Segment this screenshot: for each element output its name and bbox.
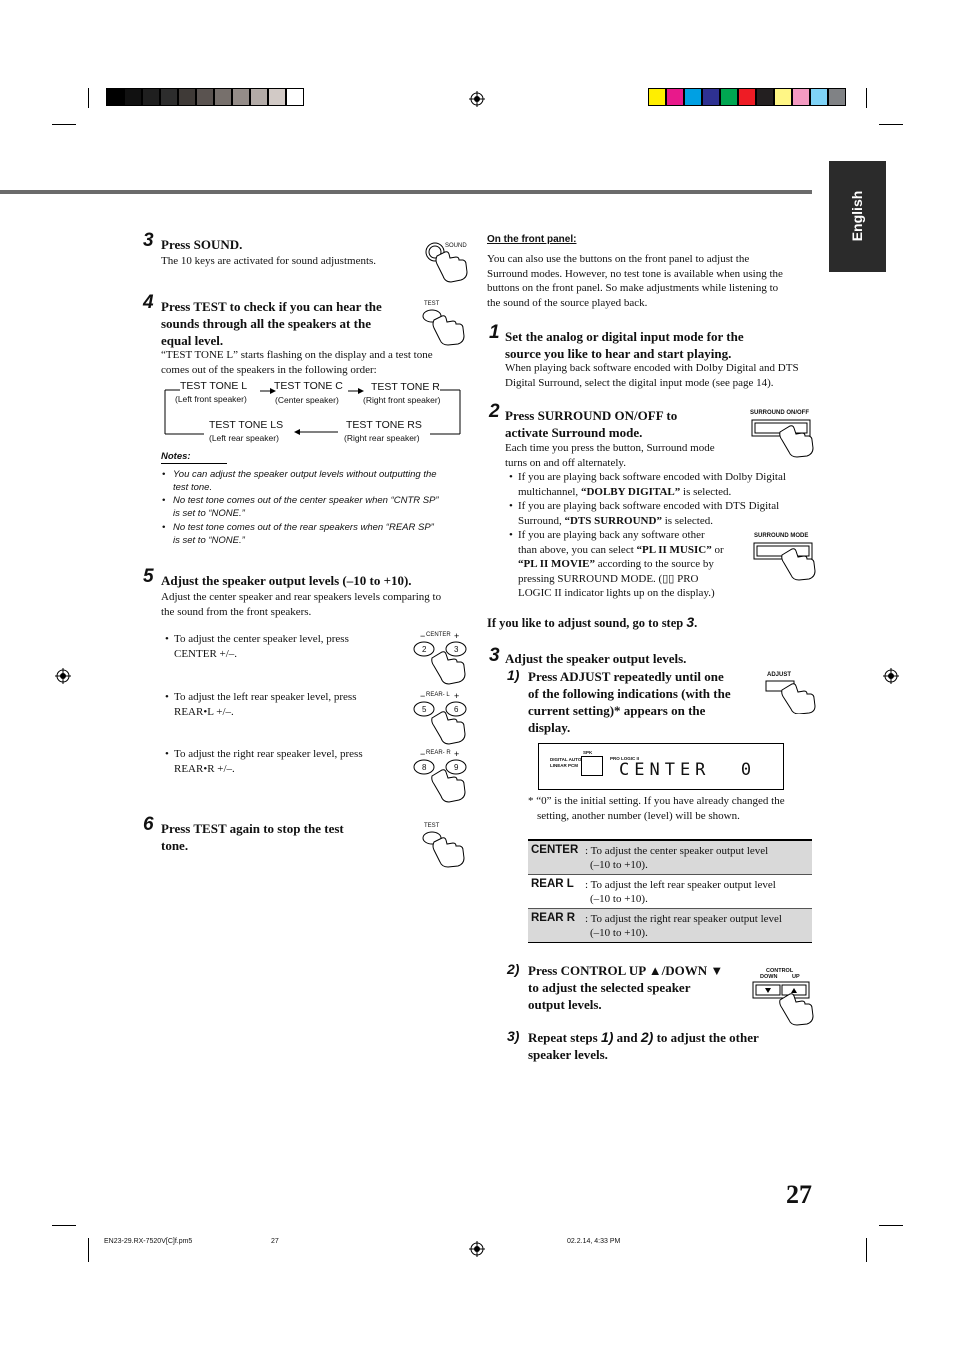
sound-key-label: SOUND bbox=[445, 243, 467, 249]
button-label: SURROUND ON/OFF bbox=[750, 410, 809, 416]
footer-date: 02.2.14, 4:33 PM bbox=[567, 1238, 621, 1245]
step-text: When playing back software encoded with Dolby Digital and DTS Digital Surround, select the digital input mode (see page 14). bbox=[505, 362, 799, 389]
tone-label: TEST TONE RS bbox=[346, 419, 422, 431]
step-title: Press TEST again to stop the test tone. bbox=[161, 821, 344, 853]
color-swatch bbox=[142, 88, 160, 106]
surround-mode-button-illustration bbox=[752, 531, 816, 581]
color-swatch bbox=[684, 88, 702, 106]
tone-speaker: (Right rear speaker) bbox=[344, 433, 420, 443]
table-key: CENTER bbox=[531, 844, 579, 856]
key-number: 3 bbox=[454, 645, 459, 654]
display-indicator: PRO LOGIC II bbox=[610, 756, 640, 761]
center-keys-illustration bbox=[410, 630, 472, 688]
bullet-item: • To adjust the left rear speaker level, press REAR•L +/–. bbox=[165, 691, 357, 718]
test-tone-sequence-diagram bbox=[160, 376, 470, 446]
bullet-item: • To adjust the right rear speaker level, press REAR•R +/–. bbox=[165, 748, 363, 775]
footnote: * “0” is the initial setting. If you have already changed the setting, another number (level) will be shown. bbox=[528, 795, 785, 822]
note-item: • No test tone comes out of the center speaker when “CNTR SP” is set to “NONE.” bbox=[162, 495, 439, 519]
key-group-label: REAR- L bbox=[426, 692, 450, 698]
button-label: CONTROL bbox=[766, 968, 794, 974]
color-swatch bbox=[232, 88, 250, 106]
tone-speaker: (Center speaker) bbox=[275, 395, 339, 405]
step-title: Set the analog or digital input mode for the source you like to hear and start playing. bbox=[505, 329, 744, 361]
color-swatch bbox=[286, 88, 304, 106]
surround-onoff-button-illustration bbox=[750, 408, 814, 458]
step-title: Press TEST to check if you can hear the sounds through all the speakers at the equal level. bbox=[161, 299, 382, 348]
footer-page: 27 bbox=[271, 1238, 279, 1245]
step-text: Each time you press the button, Surround mode turns on and off alternately. bbox=[505, 442, 715, 469]
substep-number: 2) bbox=[507, 961, 520, 977]
tone-label: TEST TONE R bbox=[371, 381, 440, 393]
color-swatch bbox=[828, 88, 846, 106]
color-swatch bbox=[124, 88, 142, 106]
test-key-illustration bbox=[420, 822, 470, 868]
front-panel-heading: On the front panel: bbox=[487, 234, 577, 245]
table-key: REAR R bbox=[531, 912, 576, 924]
note-item: • No test tone comes out of the rear speakers when “REAR SP” is set to “NONE.” bbox=[162, 522, 434, 546]
button-label: DOWN bbox=[760, 974, 778, 980]
svg-text:+: + bbox=[454, 631, 460, 641]
substep-number: 3) bbox=[507, 1028, 520, 1044]
step-title: Adjust the speaker output levels. bbox=[505, 651, 687, 666]
bullet-item: • To adjust the center speaker level, press CENTER +/–. bbox=[165, 633, 349, 660]
step-title: Press SOUND. bbox=[161, 237, 243, 252]
substep-number: 1) bbox=[507, 667, 520, 683]
table-value: : To adjust the left rear speaker output level (–10 to +10). bbox=[585, 879, 776, 905]
bullet-item: • If you are playing back any software other than above, you can select “PL II MUSIC” or “PL II MOVIE” according to the source by pressing SURROUND MODE. (▯▯ PRO LOGIC II indicator lights up on the display.) bbox=[509, 529, 724, 599]
step-number: 3 bbox=[489, 645, 500, 666]
color-swatch bbox=[666, 88, 684, 106]
key-number: 9 bbox=[454, 763, 459, 772]
tone-speaker: (Left front speaker) bbox=[175, 394, 247, 404]
color-swatch bbox=[196, 88, 214, 106]
step-title: Press SURROUND ON/OFF to activate Surround mode. bbox=[505, 408, 678, 440]
sound-key-illustration bbox=[423, 238, 473, 284]
substep-text: Press CONTROL UP ▲/DOWN ▼ to adjust the selected speaker output levels. bbox=[528, 963, 724, 1012]
step-title: Adjust the speaker output levels (–10 to +10). bbox=[161, 573, 412, 588]
hand-pressing-icon bbox=[410, 630, 472, 688]
page-number: 27 bbox=[786, 1180, 812, 1209]
tone-label: TEST TONE L bbox=[180, 380, 248, 392]
step-text: “TEST TONE L” starts flashing on the display and a test tone comes out of the speakers in the following order: bbox=[161, 349, 433, 376]
display-indicator: SPK bbox=[583, 750, 593, 755]
note-item: • You can adjust the speaker output levels without outputting the test tone. bbox=[162, 469, 437, 493]
tone-speaker: (Right front speaker) bbox=[363, 395, 441, 405]
hand-pressing-icon bbox=[410, 748, 472, 806]
language-tab bbox=[829, 161, 886, 272]
test-key-label: TEST bbox=[424, 823, 440, 829]
step-number: 6 bbox=[143, 814, 154, 835]
step-number: 5 bbox=[143, 566, 154, 587]
display-readout: CENTER 0 bbox=[619, 760, 757, 780]
color-swatch bbox=[792, 88, 810, 106]
color-swatch bbox=[774, 88, 792, 106]
table-row bbox=[528, 909, 812, 943]
table-value: : To adjust the right rear speaker output level (–10 to +10). bbox=[585, 913, 782, 939]
notes-underline bbox=[161, 463, 227, 464]
svg-text:+: + bbox=[454, 691, 460, 701]
key-number: 2 bbox=[422, 645, 427, 654]
registration-mark-icon bbox=[469, 1241, 485, 1257]
tone-speaker: (Left rear speaker) bbox=[209, 433, 279, 443]
step-number: 1 bbox=[489, 322, 500, 343]
svg-text:−: − bbox=[420, 749, 426, 759]
button-label: UP bbox=[792, 974, 800, 980]
table-row bbox=[528, 841, 812, 875]
adjust-button-illustration bbox=[764, 670, 818, 714]
color-swatch bbox=[756, 88, 774, 106]
control-buttons-illustration bbox=[752, 966, 814, 1026]
step-number: 3 bbox=[143, 230, 154, 251]
test-key-label: TEST bbox=[424, 301, 440, 307]
registration-mark-icon bbox=[883, 668, 899, 684]
header-rule bbox=[0, 190, 812, 194]
goto-step-text: If you like to adjust sound, go to step 3. bbox=[487, 614, 698, 630]
table-value: : To adjust the center speaker output level (–10 to +10). bbox=[585, 845, 769, 871]
table-key: REAR L bbox=[531, 878, 574, 890]
tone-label: TEST TONE C bbox=[274, 380, 343, 392]
bullet-item: • If you are playing back software encoded with DTS Digital Surround, “DTS SURROUND” is selected. bbox=[509, 500, 780, 527]
table-row bbox=[528, 875, 812, 909]
color-swatch bbox=[160, 88, 178, 106]
step-text: The 10 keys are activated for sound adjustments. bbox=[161, 255, 377, 267]
color-swatch bbox=[106, 88, 124, 106]
receiver-display-panel bbox=[538, 743, 784, 790]
key-number: 6 bbox=[454, 705, 459, 714]
key-group-label: REAR- R bbox=[426, 750, 451, 756]
registration-mark-icon bbox=[55, 668, 71, 684]
button-label: ADJUST bbox=[767, 672, 792, 678]
speaker-indicator-grid bbox=[581, 756, 603, 776]
key-number: 5 bbox=[422, 705, 427, 714]
color-swatch bbox=[268, 88, 286, 106]
button-label: SURROUND MODE bbox=[754, 533, 809, 539]
notes-title: Notes: bbox=[161, 451, 191, 462]
test-key-illustration bbox=[420, 300, 470, 346]
step-text: Adjust the center speaker and rear speakers levels comparing to the sound from the front speakers. bbox=[161, 591, 442, 618]
key-number: 8 bbox=[422, 763, 427, 772]
rear-right-keys-illustration bbox=[410, 748, 472, 806]
color-swatch bbox=[214, 88, 232, 106]
color-swatch bbox=[250, 88, 268, 106]
hand-pressing-icon bbox=[410, 690, 472, 748]
color-swatch bbox=[648, 88, 666, 106]
display-indicator: LINEAR PCM bbox=[550, 763, 578, 768]
svg-text:−: − bbox=[420, 631, 426, 641]
color-swatch bbox=[178, 88, 196, 106]
front-panel-text: You can also use the buttons on the front panel to adjust the Surround modes. However, no test tone is available when using the buttons on the front panel. So make adjustments while listening to the sound of the source played back. bbox=[487, 253, 783, 309]
display-indicator: DIGITAL AUTO bbox=[550, 757, 582, 762]
rear-left-keys-illustration bbox=[410, 690, 472, 748]
substep-text: Press ADJUST repeatedly until one of the following indications (with the current setting)* appears on the display. bbox=[528, 669, 731, 735]
step-number: 2 bbox=[489, 401, 500, 422]
step-number: 4 bbox=[143, 292, 154, 313]
color-swatch bbox=[810, 88, 828, 106]
color-swatch bbox=[720, 88, 738, 106]
substep-text: Repeat steps 1) and 2) to adjust the other speaker levels. bbox=[528, 1029, 759, 1062]
bullet-item: • If you are playing back software encoded with Dolby Digital multichannel, “DOLBY DIGITAL” is selected. bbox=[509, 471, 786, 498]
svg-text:−: − bbox=[420, 691, 426, 701]
svg-text:+: + bbox=[454, 749, 460, 759]
language-tab-label: English bbox=[849, 190, 865, 242]
key-group-label: CENTER bbox=[426, 632, 451, 638]
color-swatch bbox=[738, 88, 756, 106]
footer-file-name: EN23-29.RX-7520V[C]f.pm5 bbox=[104, 1238, 193, 1245]
registration-mark-icon bbox=[469, 91, 485, 107]
tone-label: TEST TONE LS bbox=[209, 419, 284, 431]
color-swatch bbox=[702, 88, 720, 106]
